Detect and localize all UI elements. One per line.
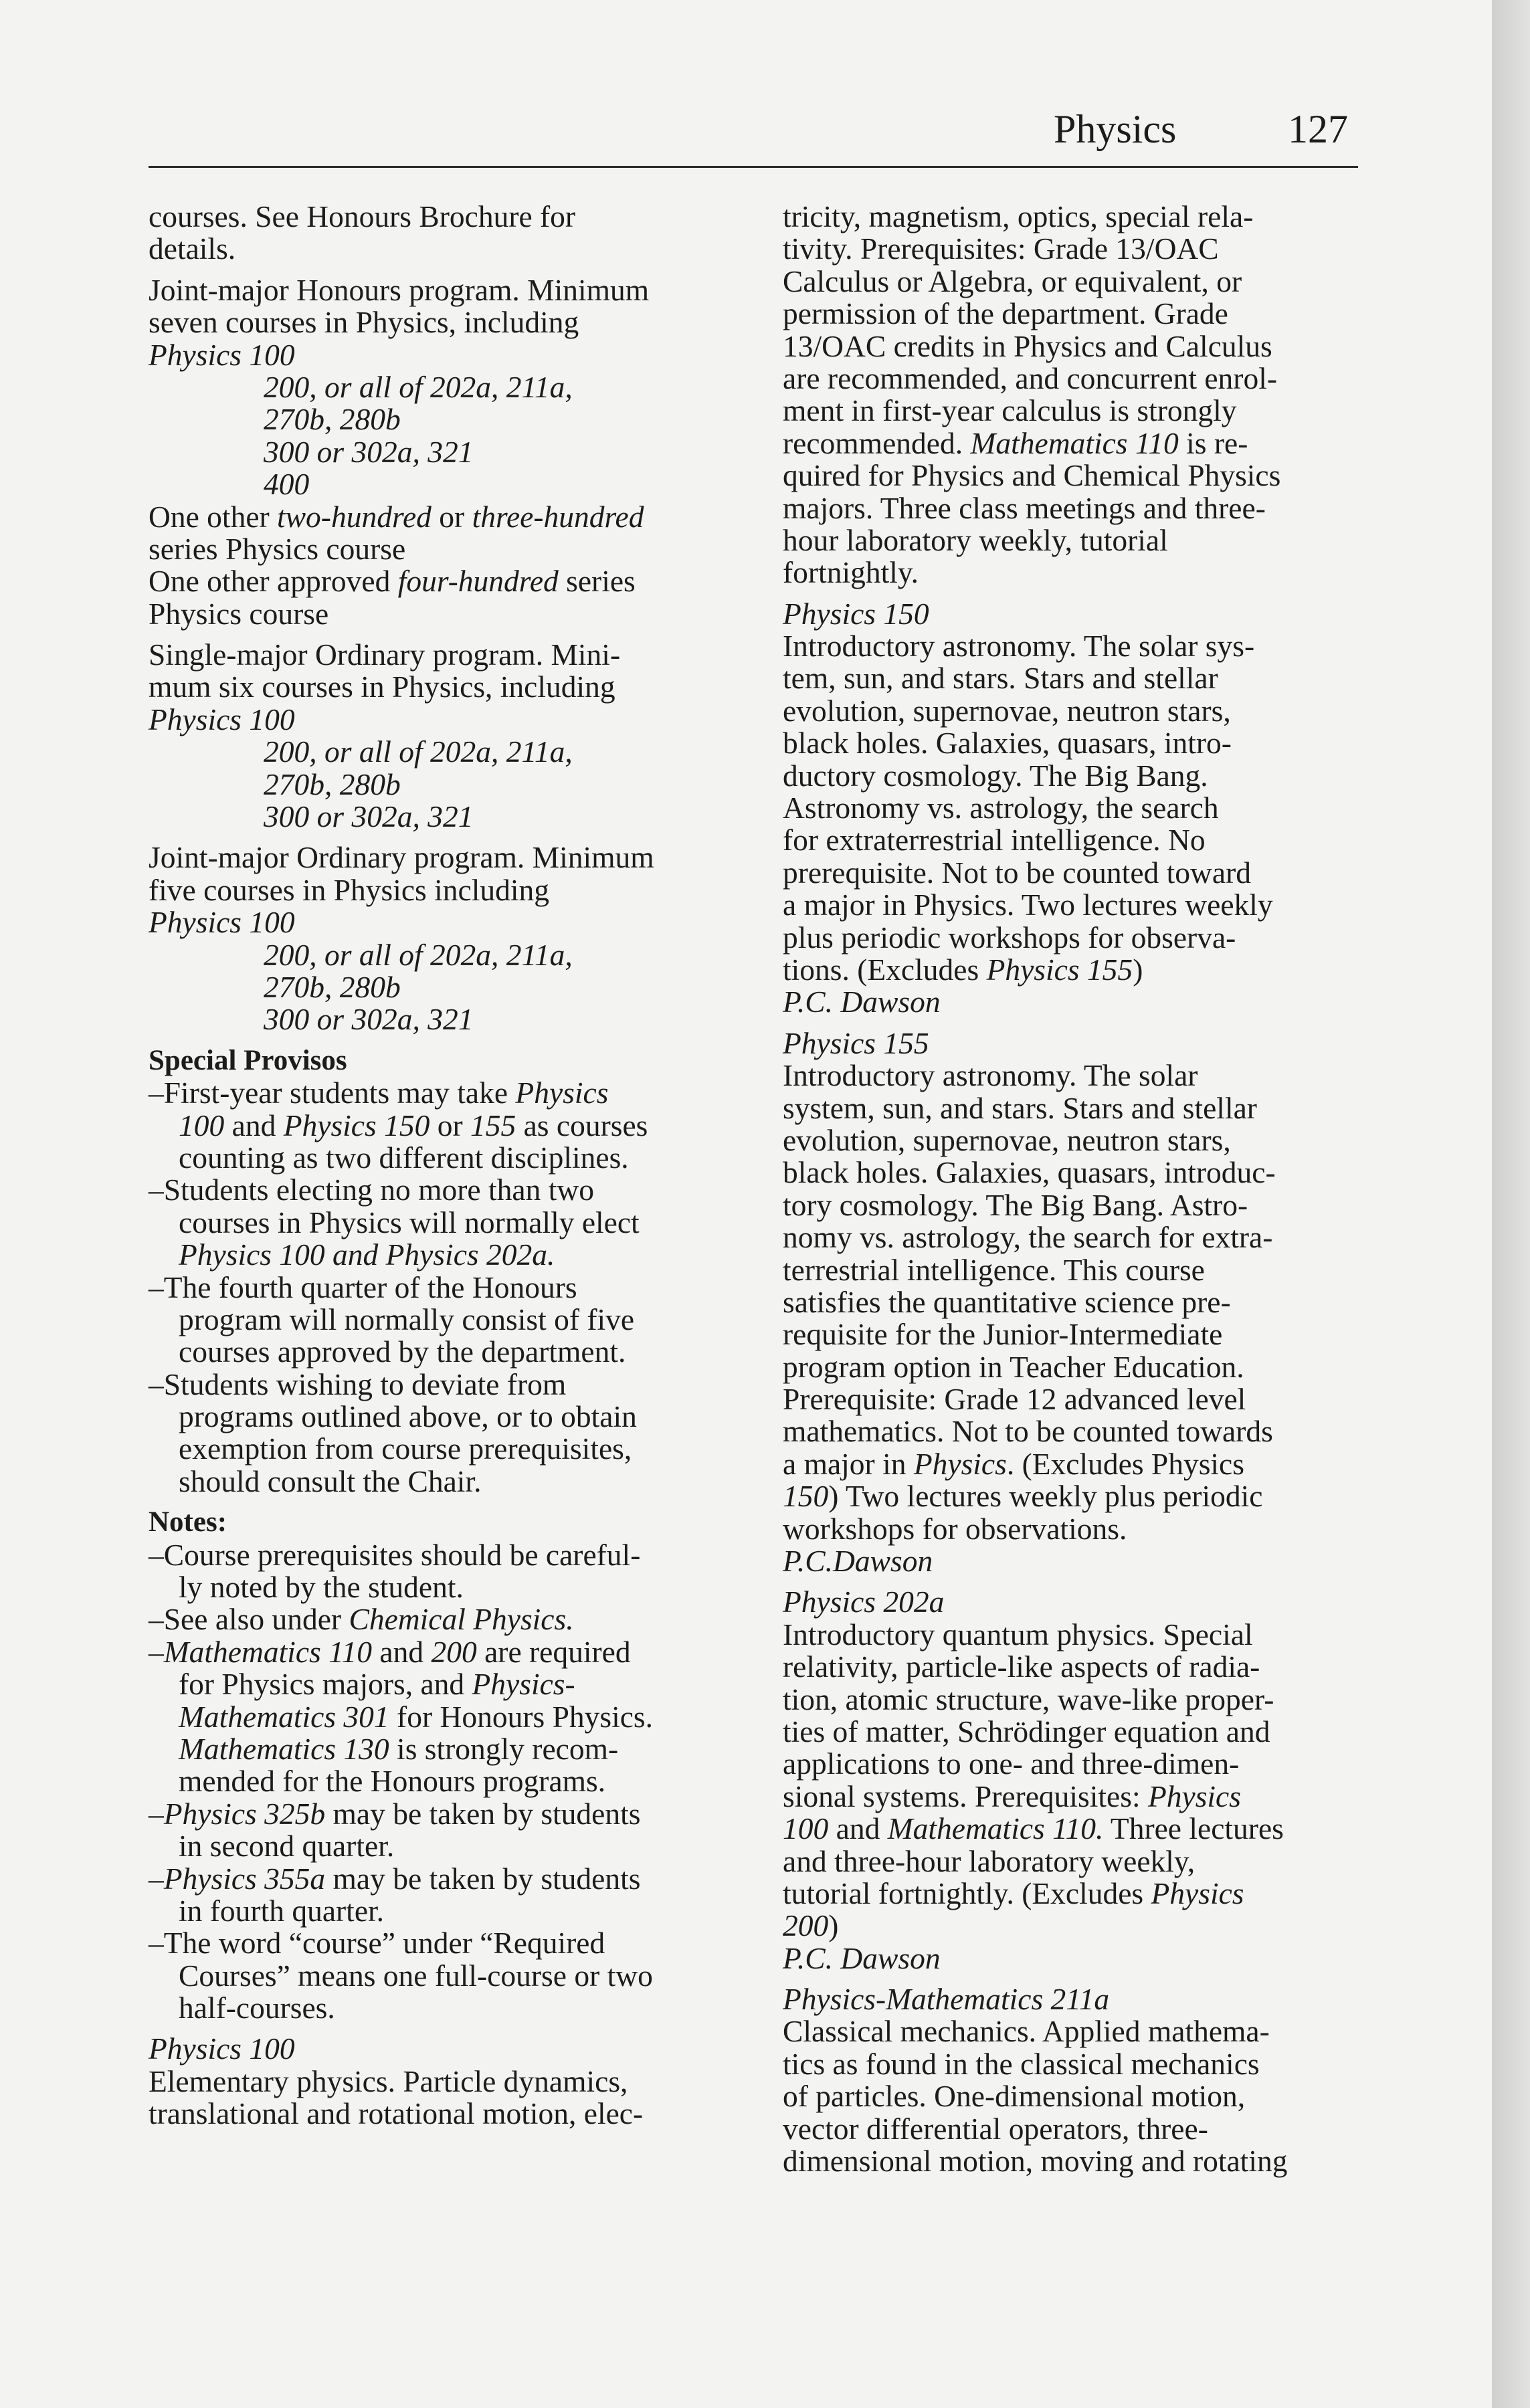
left-column-line: Physics course xyxy=(149,596,329,631)
left-column-line: –First-year students may take Physics xyxy=(149,1076,609,1110)
left-column-line: counting as two different disciplines. xyxy=(179,1140,629,1175)
left-column-line: –See also under Chemical Physics. xyxy=(149,1602,574,1637)
right-column-line: and three-hour laboratory weekly, xyxy=(783,1843,1196,1878)
left-column-line: One other two-hundred or three-hundred xyxy=(149,499,644,534)
right-column-line: quired for Physics and Chemical Physics xyxy=(783,458,1281,493)
right-column-line: hour laboratory weekly, tutorial xyxy=(783,522,1168,557)
right-column-line: 100 and Mathematics 110. Three lectures xyxy=(783,1811,1284,1846)
left-column-line: should consult the Chair. xyxy=(179,1464,482,1498)
right-column-line: P.C. Dawson xyxy=(783,985,941,1019)
left-column-line: 300 or 302a, 321 xyxy=(264,434,474,469)
left-column-line: –The word “course” under “Required xyxy=(149,1926,605,1961)
left-column-line: –Students electing no more than two xyxy=(149,1173,594,1207)
right-column-line: tem, sun, and stars. Stars and stellar xyxy=(783,661,1218,696)
right-column-line: mathematics. Not to be counted towards xyxy=(783,1414,1273,1449)
right-column-line: P.C.Dawson xyxy=(783,1544,933,1579)
left-column-line: courses in Physics will normally elect xyxy=(179,1205,640,1239)
left-column-line: mum six courses in Physics, including xyxy=(149,670,615,704)
right-column-line: nomy vs. astrology, the search for extra- xyxy=(783,1220,1273,1255)
right-column-line: evolution, supernovae, neutron stars, xyxy=(783,1122,1231,1157)
right-column-line: tion, atomic structure, wave-like proper- xyxy=(783,1682,1274,1716)
left-column-line: Physics 100 and Physics 202a. xyxy=(179,1237,555,1272)
left-column-line: 270b, 280b xyxy=(264,969,401,1004)
left-column-line: in second quarter. xyxy=(179,1829,395,1864)
right-column-line: applications to one- and three-dimen- xyxy=(783,1746,1240,1781)
right-column-line: are recommended, and concurrent enrol- xyxy=(783,361,1277,395)
left-column-line: Single-major Ordinary program. Mini- xyxy=(149,637,621,672)
left-column-line: 300 or 302a, 321 xyxy=(264,799,474,834)
right-column-line: Calculus or Algebra, or equivalent, or xyxy=(783,264,1242,298)
right-column-line: relativity, particle-like aspects of radia- xyxy=(783,1649,1260,1684)
section-heading: Special Provisos xyxy=(149,1044,347,1076)
right-column-line: sional systems. Prerequisites: Physics xyxy=(783,1779,1241,1813)
section-title: Physics xyxy=(1054,107,1177,151)
left-column-line: Mathematics 301 for Honours Physics. xyxy=(179,1699,653,1734)
left-column-line: exemption from course prerequisites, xyxy=(179,1431,632,1466)
right-column-line: permission of the department. Grade xyxy=(783,296,1228,331)
right-column-line: tics as found in the classical mechanics xyxy=(783,2046,1260,2081)
left-column-line: five courses in Physics including xyxy=(149,872,550,907)
left-column-line: courses approved by the department. xyxy=(179,1334,626,1369)
right-column-line: 200) xyxy=(783,1908,839,1943)
right-column-line: for extraterrestrial intelligence. No xyxy=(783,823,1206,858)
right-column-line: Physics 150 xyxy=(783,596,929,631)
right-column-line: vector differential operators, three- xyxy=(783,2111,1208,2146)
right-column-line: workshops for observations. xyxy=(783,1511,1127,1546)
left-column-line: Courses” means one full-course or two xyxy=(179,1958,653,1993)
left-column-line: translational and rotational motion, elec- xyxy=(149,2096,644,2131)
right-column-line: majors. Three class meetings and three- xyxy=(783,490,1266,525)
section-heading: Notes: xyxy=(149,1506,227,1538)
right-column-line: black holes. Galaxies, quasars, introduc- xyxy=(783,1155,1276,1190)
left-column-line: Physics 100 xyxy=(149,337,295,372)
right-column xyxy=(783,201,1358,2177)
right-column-line: Introductory astronomy. The solar sys- xyxy=(783,629,1255,664)
left-column-line: ly noted by the student. xyxy=(179,1570,464,1605)
right-column-line: ment in first-year calculus is strongly xyxy=(783,393,1237,428)
left-column xyxy=(149,201,731,2130)
right-column-line: Prerequisite: Grade 12 advanced level xyxy=(783,1382,1246,1417)
left-column-line: Physics 100 xyxy=(149,702,295,736)
left-column-line: 200, or all of 202a, 211a, xyxy=(264,937,573,972)
left-column-line: 400 xyxy=(264,467,310,502)
right-column-line: tricity, magnetism, optics, special rela- xyxy=(783,199,1254,233)
left-column-line: courses. See Honours Brochure for xyxy=(149,199,576,233)
right-column-line: 150) Two lectures weekly plus periodic xyxy=(783,1479,1263,1514)
left-column-line: details. xyxy=(149,231,236,266)
right-column-line: a major in Physics. Two lectures weekly xyxy=(783,888,1273,922)
right-column-line: terrestrial intelligence. This course xyxy=(783,1252,1205,1287)
right-column-line: prerequisite. Not to be counted toward xyxy=(783,855,1251,890)
left-column-line: –The fourth quarter of the Honours xyxy=(149,1270,577,1304)
right-column-line: Introductory astronomy. The solar xyxy=(783,1058,1198,1093)
scan-edge xyxy=(1492,0,1530,2408)
left-column-line: mended for the Honours programs. xyxy=(179,1764,606,1799)
left-column-line: Physics 100 xyxy=(149,2031,295,2066)
right-column-line: tory cosmology. The Big Bang. Astro- xyxy=(783,1187,1248,1222)
left-column-line: 200, or all of 202a, 211a, xyxy=(264,734,573,769)
left-column-line: –Mathematics 110 and 200 are required xyxy=(149,1634,631,1669)
paragraph-gap xyxy=(149,1036,731,1045)
right-column-line: ductory cosmology. The Big Bang. xyxy=(783,758,1208,793)
right-column-line: plus periodic workshops for observa- xyxy=(783,920,1236,955)
left-column-line: program will normally consist of five xyxy=(179,1302,635,1336)
right-column-line: tutorial fortnightly. (Excludes Physics xyxy=(783,1876,1244,1910)
right-column-line: black holes. Galaxies, quasars, intro- xyxy=(783,726,1232,761)
right-column-line: tivity. Prerequisites: Grade 13/OAC xyxy=(783,231,1219,266)
paragraph-gap xyxy=(149,1498,731,1506)
left-column-line: Joint-major Honours program. Minimum xyxy=(149,272,650,307)
left-column-line: for Physics majors, and Physics- xyxy=(179,1667,575,1702)
right-column-line: evolution, supernovae, neutron stars, xyxy=(783,693,1231,728)
right-column-line: Astronomy vs. astrology, the search xyxy=(783,791,1219,825)
left-column-line: seven courses in Physics, including xyxy=(149,305,579,340)
left-column-line: –Course prerequisites should be careful- xyxy=(149,1537,641,1572)
left-column-line: 270b, 280b xyxy=(264,402,401,437)
left-column-line: 300 or 302a, 321 xyxy=(264,1002,474,1037)
right-column-line: tions. (Excludes Physics 155) xyxy=(783,952,1143,987)
page-number: 127 xyxy=(1288,107,1348,151)
right-column-line: Physics 155 xyxy=(783,1025,929,1060)
left-column-line: –Students wishing to deviate from xyxy=(149,1367,567,1401)
left-column-line: Elementary physics. Particle dynamics, xyxy=(149,2064,628,2098)
right-column-line: P.C. Dawson xyxy=(783,1940,941,1975)
left-column-line: Mathematics 130 is strongly recom- xyxy=(179,1731,619,1766)
left-column-line: 100 and Physics 150 or 155 as courses xyxy=(179,1108,648,1142)
left-column-line: Physics 100 xyxy=(149,905,295,940)
right-column-line: fortnightly. xyxy=(783,555,919,590)
left-column-line: –Physics 355a may be taken by students xyxy=(149,1861,641,1896)
left-column-line: 270b, 280b xyxy=(264,767,401,801)
right-column-line: Introductory quantum physics. Special xyxy=(783,1617,1253,1651)
right-column-line: requisite for the Junior-Intermediate xyxy=(783,1317,1223,1352)
right-column-line: recommended. Mathematics 110 is re- xyxy=(783,425,1248,460)
running-header xyxy=(1054,106,1348,153)
right-column-line: Classical mechanics. Applied mathema- xyxy=(783,2014,1270,2049)
right-column-line: system, sun, and stars. Stars and stellar xyxy=(783,1090,1257,1125)
left-column-line: One other approved four-hundred series xyxy=(149,564,636,599)
right-column-line: a major in Physics. (Excludes Physics xyxy=(783,1446,1244,1481)
header-rule xyxy=(149,166,1358,168)
right-column-line: ties of matter, Schrödinger equation and xyxy=(783,1714,1270,1748)
left-column-line: 200, or all of 202a, 211a, xyxy=(264,369,573,404)
left-column-line: series Physics course xyxy=(149,531,406,566)
left-column-line: programs outlined above, or to obtain xyxy=(179,1399,637,1434)
right-column-line: satisfies the quantitative science pre- xyxy=(783,1284,1231,1319)
right-column-line: Physics 202a xyxy=(783,1585,945,1619)
right-column-line: program option in Teacher Education. xyxy=(783,1349,1244,1384)
left-column-line: half-courses. xyxy=(179,1991,335,2025)
left-column-line: in fourth quarter. xyxy=(179,1893,385,1928)
left-column-line: Joint-major Ordinary program. Minimum xyxy=(149,840,654,875)
right-column-line: Physics-Mathematics 211a xyxy=(783,1982,1110,2017)
right-column-line: dimensional motion, moving and rotating xyxy=(783,2144,1288,2179)
right-column-line: 13/OAC credits in Physics and Calculus xyxy=(783,328,1272,363)
right-column-line: of particles. One-dimensional motion, xyxy=(783,2079,1246,2114)
left-column-line: –Physics 325b may be taken by students xyxy=(149,1796,641,1831)
